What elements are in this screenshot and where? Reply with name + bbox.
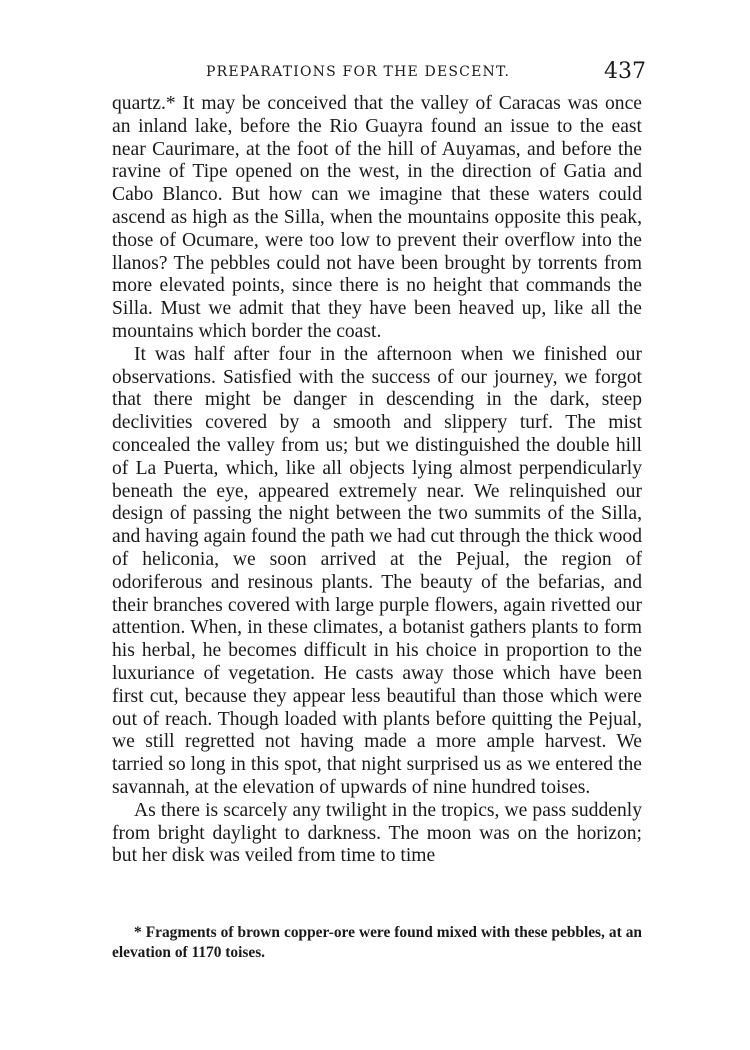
- running-title: PREPARATIONS FOR THE DESCENT.: [206, 64, 511, 80]
- page-number: 437: [604, 59, 646, 84]
- paragraph: It was half after four in the afternoon when we finished our observations. Satisfied with the success of our journey, we forgot that there might be danger in descending in the dark, steep declivities covered by a smooth and slippery turf. The mist concealed the valley from us; but we distinguished the double hill of La Puerta, which, like all objects lying almost perpendicularly beneath the eye, appeared extremely near. We relinquished our design of passing the night between the two summits of the Silla, and having again found the path we had cut through the thick wood of heliconia, we soon arrived at the Pejual, the region of odoriferous and resinous plants. The beauty of the befarias, and their branches covered with large purple flowers, again rivetted our attention. When, in these climates, a botanist gathers plants to form his herbal, he becomes difficult in his choice in proportion to the luxuriance of vegetation. He casts away those which have been first cut, because they appear less beautiful than those which were out of reach. Though loaded with plants before quitting the Pejual, we still regretted not having made a more ample harvest. We tarried so long in this spot, that night surprised us as we entered the savannah, at the elevation of upwards of nine hundred toises.: [112, 343, 642, 798]
- running-head: [112, 59, 648, 86]
- footnote-text: * Fragments of brown copper-ore were found mixed with these pebbles, at an elevation of 1170 toises.: [112, 924, 642, 961]
- paragraph-continued: quartz.* It may be conceived that the valley of Caracas was once an inland lake, before the Rio Guayra found an issue to the east near Caurimare, at the foot of the hill of Auyamas, and before the ravine of Tipe opened on the west, in the direction of Gatia and Cabo Blanco. But how can we imagine that these waters could ascend as high as the Silla, when the mountains opposite this peak, those of Ocumare, were too low to prevent their overflow into the llanos? The pebbles could not have been brought by torrents from more elevated points, since there is no height that commands the Silla. Must we admit that they have been heaved up, like all the mountains which border the coast.: [112, 93, 642, 342]
- footnote: [112, 923, 642, 963]
- body-text: [112, 93, 642, 868]
- paragraph: As there is scarcely any twilight in the tropics, we pass suddenly from bright daylight to darkness. The moon was on the horizon; but her disk was veiled from time to time: [112, 799, 642, 867]
